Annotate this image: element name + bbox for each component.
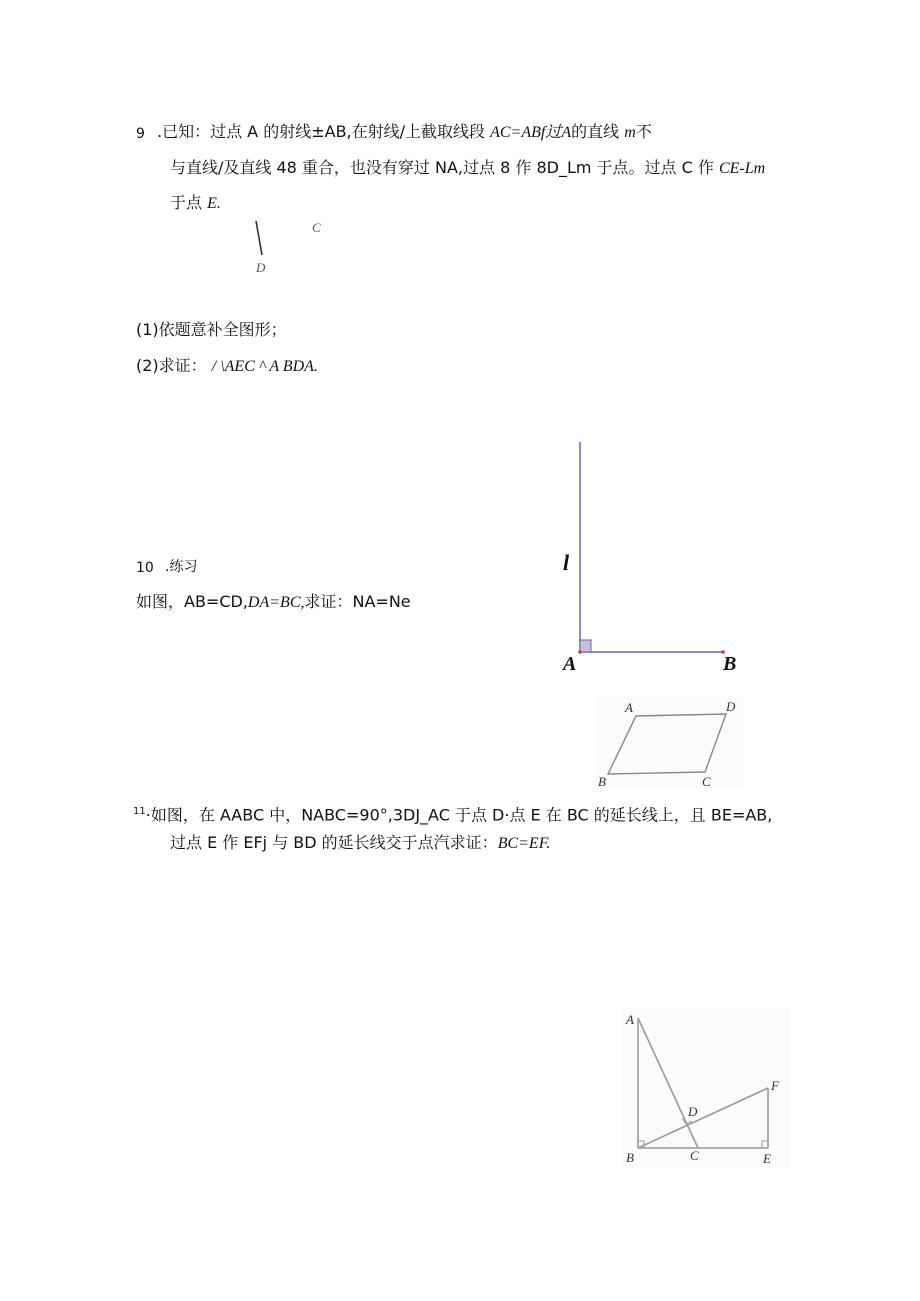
q9-line3-text: 于点 [170, 193, 203, 212]
q9-line1-prefix: .已知：过点 A 的射线 [157, 122, 312, 141]
figure-parallelogram [595, 697, 745, 792]
tri-label-E: E [763, 1151, 771, 1166]
q9-sub2 [136, 356, 318, 377]
tri-label-F: F [771, 1078, 779, 1093]
q11-number: 11 [133, 806, 146, 817]
q9-line1-sym: ±AB, [311, 122, 352, 141]
right-angle-mark [580, 640, 591, 652]
q9-segment [256, 221, 262, 255]
q10-number: 10 [136, 560, 154, 576]
q9-label-D: D [256, 260, 266, 275]
para-label-B: B [598, 774, 606, 789]
q9-line2 [170, 158, 765, 179]
parallelogram-ABCD [608, 714, 726, 774]
q9-line3-italic: E. [207, 195, 221, 212]
tri-label-C: C [690, 1148, 699, 1163]
q9-line2-text: 与直线/及直线 48 重合，也没有穿过 NA,过点 8 作 8D_Lm 于点。过点 C 作 [170, 158, 714, 177]
q9-line1-m: m [624, 124, 636, 141]
q10-line-italic: DA=BC, [247, 594, 305, 611]
point-A [578, 650, 582, 654]
q9-line1 [157, 122, 652, 143]
segment-AC [638, 1018, 698, 1148]
segment-BF [638, 1088, 768, 1148]
q9-figure [240, 215, 340, 285]
label-B: B [723, 653, 737, 675]
q10-line [136, 592, 411, 613]
q11-line2-italic: BC=EF. [497, 835, 551, 852]
figure-line-l-AB [555, 440, 755, 680]
q9-line1-tail: 的直线 [571, 122, 620, 141]
q9-line1-italic: AC=ABf过A [490, 124, 572, 141]
q11-line2 [170, 833, 550, 854]
q11-line2-prefix: 过点 E 作 EFj 与 BD 的延长线交于点汽求证： [170, 833, 498, 852]
para-label-A: A [625, 700, 633, 715]
para-label-D: D [726, 699, 736, 714]
q9-line2-italic: CE-Lm [718, 160, 766, 177]
q10-line-suffix: 求证：NA=Ne [304, 592, 411, 611]
q10-line-prefix: 如图，AB=CD, [136, 592, 248, 611]
q9-sub1: (1)依题意补全图形； [136, 320, 287, 339]
tri-label-A: A [626, 1012, 634, 1027]
q9-line1-end: 不 [635, 122, 652, 141]
q9-line1-mid: 在射线/上截取线段 [351, 122, 486, 141]
q9-label-C: C [312, 220, 321, 235]
q10-title: .练习 [165, 559, 198, 575]
tri-label-B: B [626, 1150, 634, 1165]
q11-line1-text: ·如图，在 AABC 中，NABC=90°,3DJ_AC 于点 D·点 E 在 BC 的延长线上，且 BE=AB, [145, 805, 773, 825]
right-angle-E [762, 1141, 768, 1148]
label-A: A [563, 653, 577, 675]
tri-label-D: D [688, 1104, 698, 1119]
para-label-C: C [702, 774, 711, 789]
label-l: l [563, 550, 570, 575]
q9-sub2-prefix: (2)求证： [136, 356, 207, 375]
q11-line1 [133, 802, 772, 825]
figure-triangle [620, 1006, 795, 1171]
q9-sub2-italic: / \AEC ^ A BDA. [211, 358, 318, 375]
q9-line3 [170, 193, 221, 214]
q9-number: 9 [136, 126, 145, 142]
